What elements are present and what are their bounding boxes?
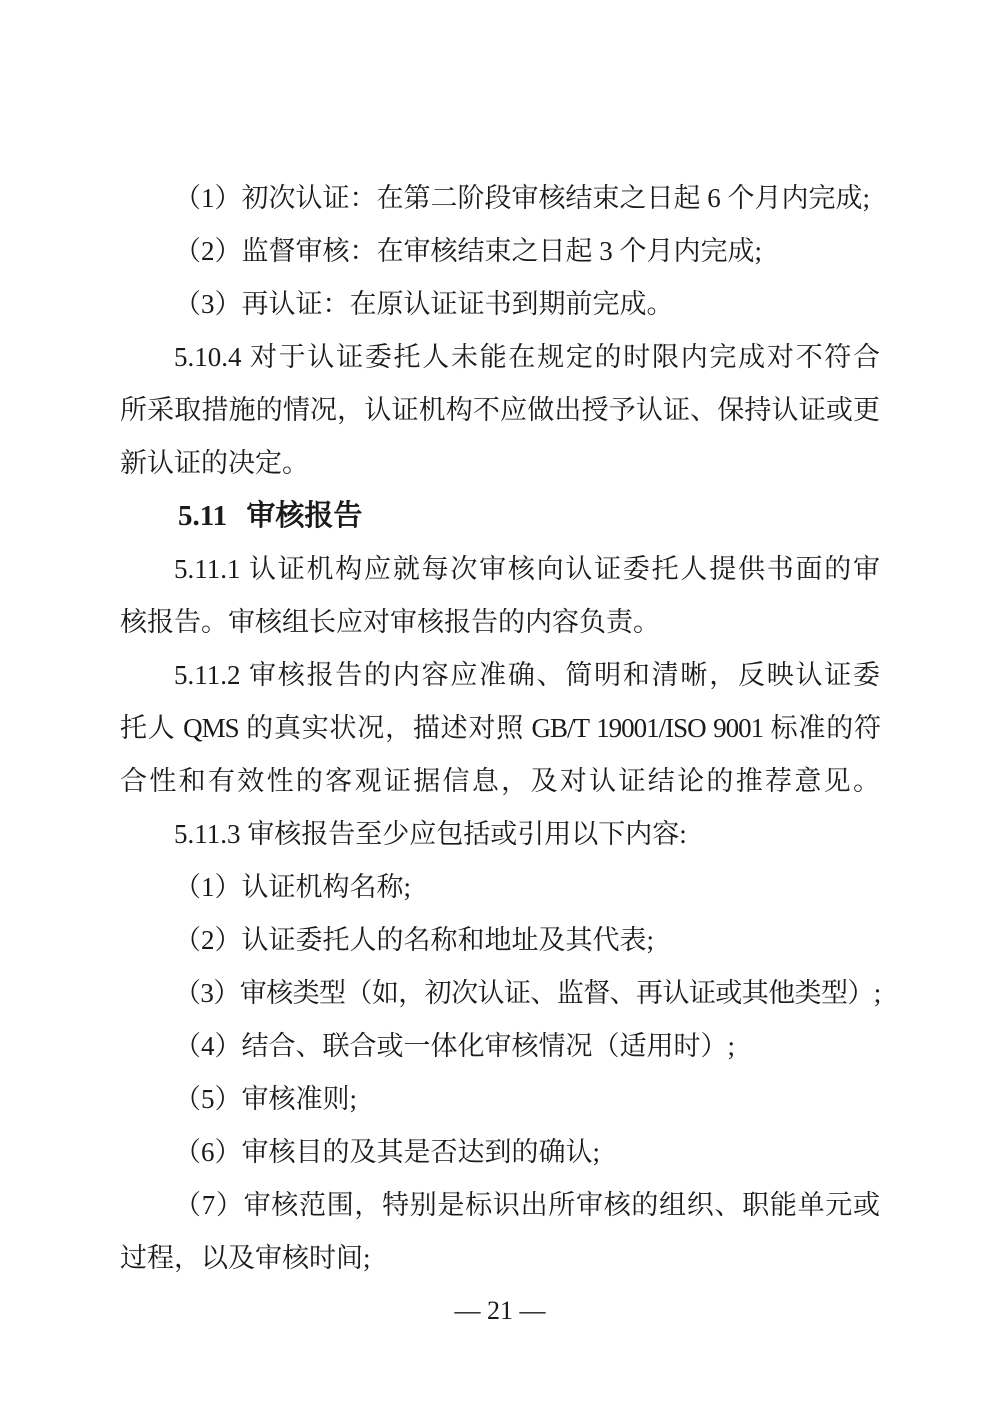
text-line: （3）审核类型（如，初次认证、监督、再认证或其他类型）;: [174, 978, 880, 1008]
text-line: 托人 QMS 的真实状况，描述对照 GB/T 19001/ISO 9001 标准的符: [120, 713, 880, 743]
report-item-3: [120, 967, 880, 1020]
section-heading-5-11: [120, 490, 880, 543]
text-line: 5.10.4 对于认证委托人未能在规定的时限内完成对不符合: [174, 342, 880, 372]
text-line: （1）认证机构名称;: [174, 872, 412, 902]
text-line: （7）审核范围，特别是标识出所审核的组织、职能单元或: [174, 1190, 880, 1220]
text-line: 所采取措施的情况，认证机构不应做出授予认证、保持认证或更: [120, 395, 880, 425]
clause-5-10-4: [120, 331, 880, 490]
text-line: （3）再认证：在原认证证书到期前完成。: [174, 289, 674, 319]
text-line: （2）监督审核：在审核结束之日起 3 个月内完成;: [174, 236, 763, 266]
page-number: — 21 —: [454, 1296, 546, 1325]
deadline-item-1: [120, 172, 880, 225]
clause-5-11-1: [120, 543, 880, 649]
report-item-5: [120, 1073, 880, 1126]
clause-5-11-3: [120, 808, 880, 861]
text-line: 新认证的决定。: [120, 448, 309, 478]
deadline-item-2: [120, 225, 880, 278]
text-line: 过程，以及审核时间;: [120, 1243, 371, 1273]
deadline-item-3: [120, 278, 880, 331]
clause-5-11-2: [120, 649, 880, 808]
report-item-4: [120, 1020, 880, 1073]
text-line: 5.11.2 审核报告的内容应准确、简明和清晰，反映认证委: [174, 660, 880, 690]
text-line: （5）审核准则;: [174, 1084, 358, 1114]
text-line: （1）初次认证：在第二阶段审核结束之日起 6 个月内完成;: [174, 183, 871, 213]
text-line: 5.11.1 认证机构应就每次审核向认证委托人提供书面的审: [174, 554, 880, 584]
text-line: （4）结合、联合或一体化审核情况（适用时）;: [174, 1031, 736, 1061]
text-line: （2）认证委托人的名称和地址及其代表;: [174, 925, 655, 955]
text-line: 核报告。审核组长应对审核报告的内容负责。: [120, 607, 660, 637]
page-footer: [0, 1284, 1000, 1337]
report-item-2: [120, 914, 880, 967]
text-line: 5.11.3 审核报告至少应包括或引用以下内容:: [174, 819, 687, 849]
page-content: [120, 172, 880, 1285]
report-item-1: [120, 861, 880, 914]
text-line: （6）审核目的及其是否达到的确认;: [174, 1137, 601, 1167]
text-line: 合性和有效性的客观证据信息，及对认证结论的推荐意见。: [120, 766, 880, 796]
report-item-7: [120, 1179, 880, 1285]
report-item-6: [120, 1126, 880, 1179]
section-title: 5.11 审核报告: [178, 500, 363, 532]
